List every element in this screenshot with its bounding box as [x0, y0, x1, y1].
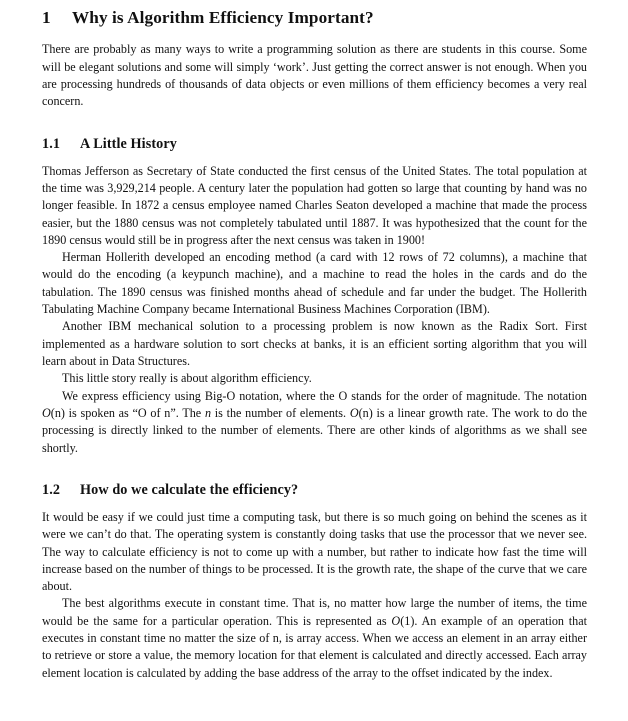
text-run: The best algorithms execute in constant time. That is, no matter how large the number of items, the time would be the same for a particular operation. This is represented as — [42, 596, 587, 628]
text-run: We express efficiency using Big-O notation, where the O stands for the order of magnitude. The notation — [62, 388, 587, 403]
math-variable-n: n — [204, 405, 212, 420]
subsection-title: How do we calculate the efficiency? — [80, 481, 299, 498]
page-content — [42, 8, 587, 682]
paragraph-history-5 — [42, 388, 587, 457]
text-run: . An example of an operation that executes in constant time no matter the size of n, is array access. When we access an element in an array either to retrieve or store a value, the memory location for that element is calculated and directly accessed. Each array element location is calculated by adding the base address of the array to the offset indicated by the index. — [42, 613, 587, 680]
paragraph-history-3: Another IBM mechanical solution to a processing problem is now known as the Radix Sort. First implemented as a hardware solution to sort checks at banks, it is an efficient sorting algorithm that you will learn about in Data Structures. — [42, 319, 587, 369]
paragraph-history-4: This little story really is about algorithm efficiency. — [62, 371, 312, 386]
subsection-title: A Little History — [80, 135, 177, 152]
math-big-o-argument: (n) — [50, 405, 65, 420]
paragraph-efficiency-1: It would be easy if we could just time a computing task, but there is so much going on behind the scenes as it were we can’t do that. The operating system is constantly doing tasks that use the processor that we never see. The way to calculate efficiency is not to come up with a number, but rather to indicate how fast the time will increase based on the number of things to be processed. It is the growth rate, the shape of the curve that we care about. — [42, 509, 587, 594]
subsection-heading-1-1 — [42, 136, 587, 153]
section-number: 1 — [42, 8, 51, 27]
text-run: is a linear growth rate. The work to do the processing is directly linked to the number of elements. There are other kinds of algorithms as we shall see shortly. — [42, 405, 587, 455]
paragraph-history-1: Thomas Jefferson as Secretary of State conducted the first census of the United States. The total population at the time was 3,929,214 people. A century later the population had gotten so large that counting by hand was no longer feasible. In 1872 a census employee named Charles Seaton developed a machine that made the process easier, but the 1880 census was not completely tabulated until 1887. It was hypothesized that the count for the 1890 census would still be in progress after the next census was taken in 1900! — [42, 163, 587, 247]
paragraph-intro: There are probably as many ways to write a programming solution as there are students in this course. Some will be elegant solutions and some will simply ‘work’. Just getting the correct answer is not enough. When you are processing hundreds of thousands of data objects or even millions of them efficiency becomes a very real concern. — [42, 42, 587, 109]
paragraph-history-2: Herman Hollerith developed an encoding method (a card with 12 rows of 72 columns), a machine that would do the encoding (a keypunch machine), and a machine to read the holes in the cards and do the tabulation. The 1890 census was finished months ahead of schedule and far under the budget. The Hollerith Tabulating Machine Company became International Business Machines Corporation (IBM). — [42, 250, 587, 317]
subsection-heading-1-2 — [42, 482, 587, 499]
subsection-number: 1.1 — [42, 135, 61, 152]
section-heading-1 — [42, 8, 587, 28]
text-run: is the number of elements. — [211, 405, 350, 420]
math-big-o-symbol: O — [349, 405, 359, 420]
section-title: Why is Algorithm Efficiency Important? — [72, 8, 374, 27]
subsection-number: 1.2 — [42, 481, 61, 498]
math-big-o-symbol: O — [42, 405, 51, 420]
math-big-o-symbol: O — [391, 613, 401, 628]
math-big-o-argument: (1) — [400, 613, 415, 628]
paragraph-efficiency-2 — [42, 595, 587, 682]
text-run: is spoken as “O of n”. The — [64, 405, 205, 420]
math-big-o-argument: (n) — [358, 405, 373, 420]
